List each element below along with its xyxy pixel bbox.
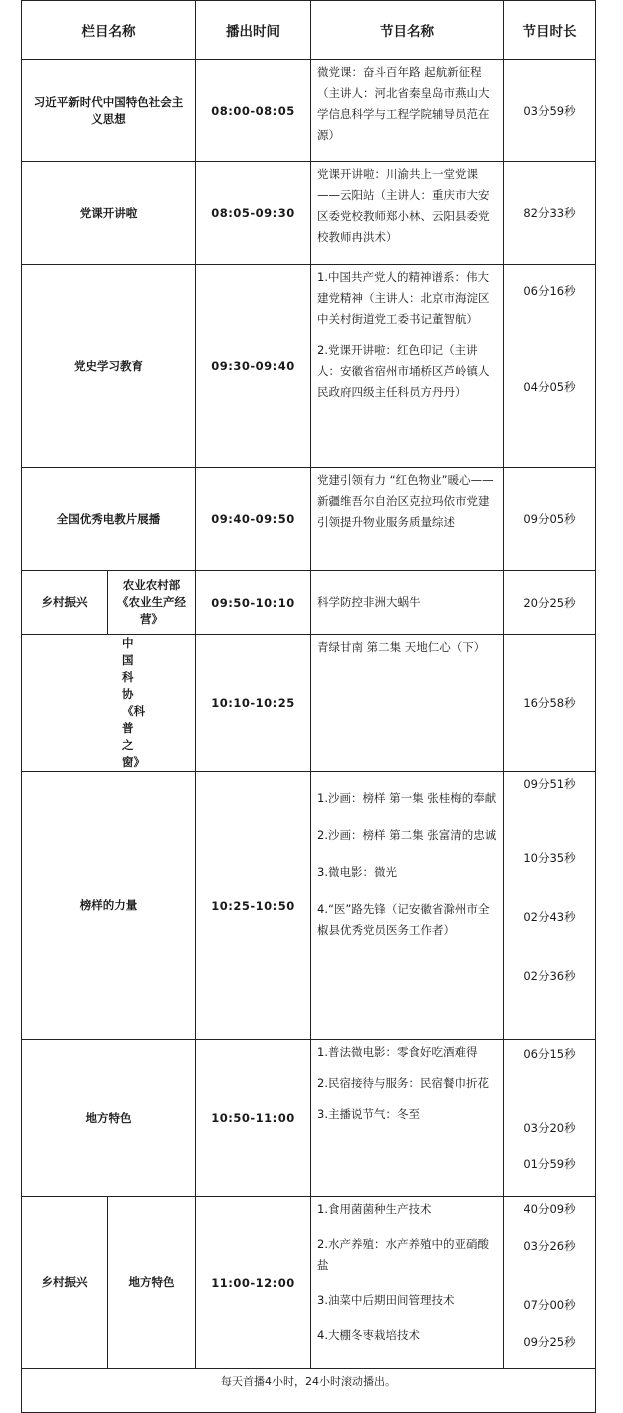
- duration-cell: 16分58秒: [504, 635, 596, 772]
- table-row: [22, 772, 596, 1040]
- program-item: 3.主播说节气：冬至: [317, 1107, 420, 1121]
- program-item: 1.食用菌菌种生产技术: [317, 1202, 432, 1216]
- column-name-cell: 乡村振兴: [22, 571, 108, 635]
- program-item: 4.大棚冬枣栽培技术: [317, 1328, 420, 1342]
- air-time-cell: 08:00-08:05: [196, 60, 311, 162]
- duration-cell: 09分05秒: [504, 468, 596, 571]
- column-name-cell: 党课开讲啦: [22, 162, 196, 265]
- footer-note: 每天首播4小时，24小时滚动播出。: [22, 1369, 596, 1413]
- column-name-cell: 榜样的力量: [22, 772, 196, 1040]
- air-time-cell: 09:50-10:10: [196, 571, 311, 635]
- program-item: 微党课：奋斗百年路 起航新征程（主讲人：河北省秦皇岛市燕山大学信息科学与工程学院辅导员范在源）: [317, 65, 490, 142]
- program-cell: [311, 772, 504, 1040]
- duration-item: 06分15秒: [523, 1047, 576, 1061]
- column-name-cell: 乡村振兴: [22, 1197, 108, 1369]
- header-row: [22, 1, 596, 60]
- sub-column-name-cell: 地方特色: [108, 1197, 196, 1369]
- program-item: 3.微电影：微光: [317, 865, 397, 879]
- table-row: [22, 265, 596, 468]
- program-cell: [311, 265, 504, 468]
- duration-item: 09分25秒: [523, 1335, 576, 1349]
- program-cell: [311, 162, 504, 265]
- program-cell: [311, 60, 504, 162]
- table-row: [22, 635, 596, 772]
- program-item: 1.普法微电影：零食好吃酒难得: [317, 1045, 478, 1059]
- duration-cell: [504, 1197, 596, 1369]
- program-item: 党课开讲啦：川渝共上一堂党课——云阳站（主讲人：重庆市大安区委党校教师郑小林、云阳县委党校教师冉洪术）: [317, 167, 490, 244]
- program-item: 1.中国共产党人的精神谱系：伟大建党精神（主讲人：北京市海淀区中关村街道党工委书记董智航）: [317, 270, 490, 326]
- header-air-time: 播出时间: [196, 1, 311, 60]
- duration-item: 04分05秒: [523, 380, 576, 394]
- table-row: [22, 1197, 596, 1369]
- duration-item: 02分36秒: [523, 969, 576, 983]
- header-duration: 节目时长: [504, 1, 596, 60]
- air-time-cell: 09:40-09:50: [196, 468, 311, 571]
- air-time-cell: 10:25-10:50: [196, 772, 311, 1040]
- schedule-table: [21, 0, 596, 1413]
- duration-item: 01分59秒: [523, 1157, 576, 1171]
- footer-row: [22, 1369, 596, 1413]
- duration-item: 09分51秒: [523, 777, 576, 791]
- program-item: 2.民宿接待与服务：民宿餐巾折花: [317, 1076, 489, 1090]
- air-time-cell: 10:10-10:25: [196, 635, 311, 772]
- duration-item: 07分00秒: [523, 1298, 576, 1312]
- program-item: 4.“医”路先锋（记安徽省滁州市全椒县优秀党员医务工作者）: [317, 902, 490, 937]
- duration-item: 06分16秒: [523, 284, 576, 298]
- column-name-cell: 党史学习教育: [22, 265, 196, 468]
- program-cell: [311, 1040, 504, 1197]
- header-column-name: 栏目名称: [22, 1, 196, 60]
- column-name-cell: 全国优秀电教片展播: [22, 468, 196, 571]
- duration-cell: [504, 265, 596, 468]
- duration-item: 02分43秒: [523, 910, 576, 924]
- program-cell: [311, 635, 504, 772]
- program-item: 党建引领有力 “红色物业”暖心——新疆维吾尔自治区克拉玛依市党建引领提升物业服务质量综述: [317, 473, 494, 529]
- table-row: [22, 571, 596, 635]
- column-name-cell: 中国科协《科普之窗》: [22, 635, 196, 772]
- table-row: [22, 1040, 596, 1197]
- duration-item: 10分35秒: [523, 851, 576, 865]
- program-item: 科学防控非洲大蜗牛: [317, 595, 421, 609]
- program-item: 2.水产养殖：水产养殖中的亚硝酸盐: [317, 1237, 489, 1272]
- program-item: 2.党课开讲啦：红色印记（主讲人：安徽省宿州市埇桥区芦岭镇人民政府四级主任科员方丹丹）: [317, 343, 490, 399]
- program-item: 3.油菜中后期田间管理技术: [317, 1293, 455, 1307]
- duration-cell: 82分33秒: [504, 162, 596, 265]
- program-cell: [311, 1197, 504, 1369]
- table-row: [22, 60, 596, 162]
- duration-item: 40分09秒: [523, 1202, 576, 1216]
- duration-cell: 03分59秒: [504, 60, 596, 162]
- sub-column-name-cell: 农业农村部《农业生产经营》: [108, 571, 196, 635]
- air-time-cell: 09:30-09:40: [196, 265, 311, 468]
- program-item: 2.沙画：榜样 第二集 张富清的忠诚: [317, 828, 497, 842]
- air-time-cell: 10:50-11:00: [196, 1040, 311, 1197]
- duration-cell: [504, 772, 596, 1040]
- table-row: [22, 162, 596, 265]
- column-name-cell: 地方特色: [22, 1040, 196, 1197]
- duration-item: 03分20秒: [523, 1121, 576, 1135]
- duration-cell: [504, 1040, 596, 1197]
- air-time-cell: 11:00-12:00: [196, 1197, 311, 1369]
- table-row: [22, 468, 596, 571]
- program-item: 1.沙画：榜样 第一集 张桂梅的奉献: [317, 791, 497, 805]
- header-program-name: 节目名称: [311, 1, 504, 60]
- column-name-cell: 习近平新时代中国特色社会主义思想: [22, 60, 196, 162]
- program-item: 青绿甘南 第二集 天地仁心（下）: [317, 640, 486, 654]
- program-cell: [311, 571, 504, 635]
- duration-item: 03分26秒: [523, 1239, 576, 1253]
- air-time-cell: 08:05-09:30: [196, 162, 311, 265]
- duration-cell: 20分25秒: [504, 571, 596, 635]
- program-cell: [311, 468, 504, 571]
